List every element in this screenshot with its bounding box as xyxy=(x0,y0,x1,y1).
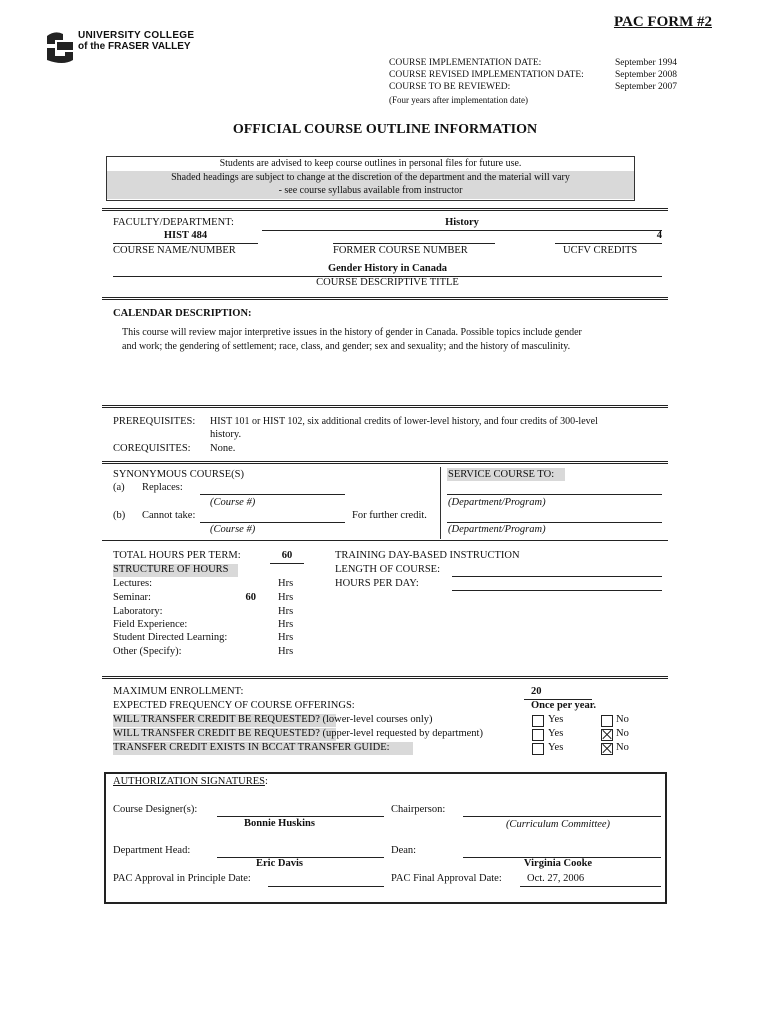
hours-row-label: Laboratory: xyxy=(113,606,163,617)
prereq-line1: HIST 101 or HIST 102, six additional credits of lower-level history, and four credits of 300-level xyxy=(210,416,598,427)
total-hours-label: TOTAL HOURS PER TERM: xyxy=(113,550,241,561)
course-title: Gender History in Canada xyxy=(327,263,448,274)
transfer-no-label: No xyxy=(616,714,629,725)
pac-final-date: Oct. 27, 2006 xyxy=(527,873,585,884)
hours-row-unit: Hrs xyxy=(278,606,294,617)
service-heading: SERVICE COURSE TO: xyxy=(448,469,555,480)
calendar-line2: and work; the gendering of settlement; race, class, and gender; sex and sexuality; and the history of masculinity. xyxy=(122,341,571,352)
hours-row-value: 60 xyxy=(245,592,256,603)
coreq-label: COREQUISITES: xyxy=(113,443,191,454)
hours-row-label: Other (Specify): xyxy=(113,646,182,657)
date-note: (Four years after implementation date) xyxy=(389,95,528,105)
transfer-no-checkbox[interactable] xyxy=(601,729,613,741)
notice-line3: - see course syllabus available from instructor xyxy=(278,185,463,196)
chair-hint: (Curriculum Committee) xyxy=(505,819,611,830)
head-name: Eric Davis xyxy=(256,858,303,869)
hours-row-label: Seminar: xyxy=(113,592,151,603)
page-title: OFFICIAL COURSE OUTLINE INFORMATION xyxy=(232,122,538,137)
designer-label: Course Designer(s): xyxy=(113,804,198,815)
syn-a: (a) xyxy=(113,482,125,493)
faculty-label: FACULTY/DEPARTMENT: xyxy=(113,217,234,228)
transfer-no-checkbox[interactable] xyxy=(601,715,613,727)
pac-final-label: PAC Final Approval Date: xyxy=(391,873,502,884)
hours-row-label: Field Experience: xyxy=(113,619,188,630)
prereq-line2: history. xyxy=(210,429,242,440)
ucfv-credits: 4 xyxy=(656,230,662,241)
auth-heading: AUTHORIZATION SIGNATURES: xyxy=(113,776,268,787)
syn-b: (b) xyxy=(113,510,126,521)
transfer-no-label: No xyxy=(616,742,629,753)
logo-line1: UNIVERSITY COLLEGE xyxy=(78,30,195,41)
transfer-row: TRANSFER CREDIT EXISTS IN BCCAT TRANSFER GUIDE: xyxy=(113,742,390,753)
syn-cannot-label: Cannot take: xyxy=(142,510,196,521)
ufv-logo xyxy=(45,30,77,69)
logo-line2: of the FRASER VALLEY xyxy=(78,41,191,52)
transfer-yes-label: Yes xyxy=(548,714,564,725)
date-value-review: September 2007 xyxy=(615,82,678,92)
prereq-label: PREREQUISITES: xyxy=(113,416,196,427)
course-number: HIST 484 xyxy=(163,230,208,241)
date-value-implementation: September 1994 xyxy=(615,58,678,68)
total-hours-value: 60 xyxy=(281,550,293,561)
credits-label: UCFV CREDITS xyxy=(563,245,638,256)
max-enroll-label: MAXIMUM ENROLLMENT: xyxy=(113,686,244,697)
authorization-box xyxy=(104,772,667,904)
transfer-yes-checkbox[interactable] xyxy=(532,729,544,741)
training-perday-label: HOURS PER DAY: xyxy=(335,578,419,589)
divider xyxy=(102,208,668,211)
transfer-no-label: No xyxy=(616,728,629,739)
coreq-value: None. xyxy=(210,443,236,454)
service-hint-2: (Department/Program) xyxy=(448,524,546,535)
transfer-row: WILL TRANSFER CREDIT BE REQUESTED? (lower-level courses only) xyxy=(113,714,433,725)
transfer-yes-label: Yes xyxy=(548,742,564,753)
hours-row-unit: Hrs xyxy=(278,578,294,589)
training-heading: TRAINING DAY-BASED INSTRUCTION xyxy=(335,550,520,561)
syn-further: For further credit. xyxy=(352,510,427,521)
hours-row-unit: Hrs xyxy=(278,592,294,603)
transfer-yes-label: Yes xyxy=(548,728,564,739)
transfer-row: WILL TRANSFER CREDIT BE REQUESTED? (upper-level requested by department) xyxy=(113,728,483,739)
structure-heading: STRUCTURE OF HOURS xyxy=(113,564,229,575)
head-label: Department Head: xyxy=(113,845,191,856)
syn-course-hint-a: (Course #) xyxy=(210,497,256,508)
notice-line1: Students are advised to keep course outlines in personal files for future use. xyxy=(219,158,522,169)
designer-name: Bonnie Huskins xyxy=(244,818,315,829)
transfer-no-checkbox[interactable] xyxy=(601,743,613,755)
date-label-revised: COURSE REVISED IMPLEMENTATION DATE: xyxy=(389,70,584,80)
transfer-yes-checkbox[interactable] xyxy=(532,743,544,755)
calendar-heading: CALENDAR DESCRIPTION: xyxy=(113,308,252,319)
pac-principle-label: PAC Approval in Principle Date: xyxy=(113,873,251,884)
ufv-logo-icon xyxy=(45,30,77,66)
hours-row-label: Student Directed Learning: xyxy=(113,632,228,643)
notice-line2: Shaded headings are subject to change at the discretion of the department and the material will vary xyxy=(171,172,570,183)
max-enroll-value: 20 xyxy=(531,686,542,697)
dean-label: Dean: xyxy=(391,845,417,856)
frequency-value: Once per year. xyxy=(531,700,597,711)
date-label-implementation: COURSE IMPLEMENTATION DATE: xyxy=(389,58,542,68)
date-value-revised: September 2008 xyxy=(615,70,678,80)
faculty-value: History xyxy=(445,217,479,228)
course-title-label: COURSE DESCRIPTIVE TITLE xyxy=(316,277,459,288)
synonymous-heading: SYNONYMOUS COURSE(S) xyxy=(113,469,244,480)
former-number-label: FORMER COURSE NUMBER xyxy=(333,245,468,256)
syn-replaces-label: Replaces: xyxy=(142,482,183,493)
frequency-label: EXPECTED FREQUENCY OF COURSE OFFERINGS: xyxy=(113,700,355,711)
calendar-line1: This course will review major interpretive issues in the history of gender in Canada. Possible topics include gender xyxy=(122,327,582,338)
training-length-label: LENGTH OF COURSE: xyxy=(335,564,441,575)
course-number-label: COURSE NAME/NUMBER xyxy=(113,245,236,256)
service-hint-1: (Department/Program) xyxy=(448,497,546,508)
hours-row-label: Lectures: xyxy=(113,578,153,589)
chair-label: Chairperson: xyxy=(391,804,446,815)
hours-row-unit: Hrs xyxy=(278,619,294,630)
dean-name: Virginia Cooke xyxy=(523,858,593,869)
transfer-yes-checkbox[interactable] xyxy=(532,715,544,727)
syn-course-hint-b: (Course #) xyxy=(210,524,256,535)
date-label-review: COURSE TO BE REVIEWED: xyxy=(389,82,511,92)
form-id: PAC FORM #2 xyxy=(613,14,712,30)
hours-row-unit: Hrs xyxy=(278,632,294,643)
hours-row-unit: Hrs xyxy=(278,646,294,657)
